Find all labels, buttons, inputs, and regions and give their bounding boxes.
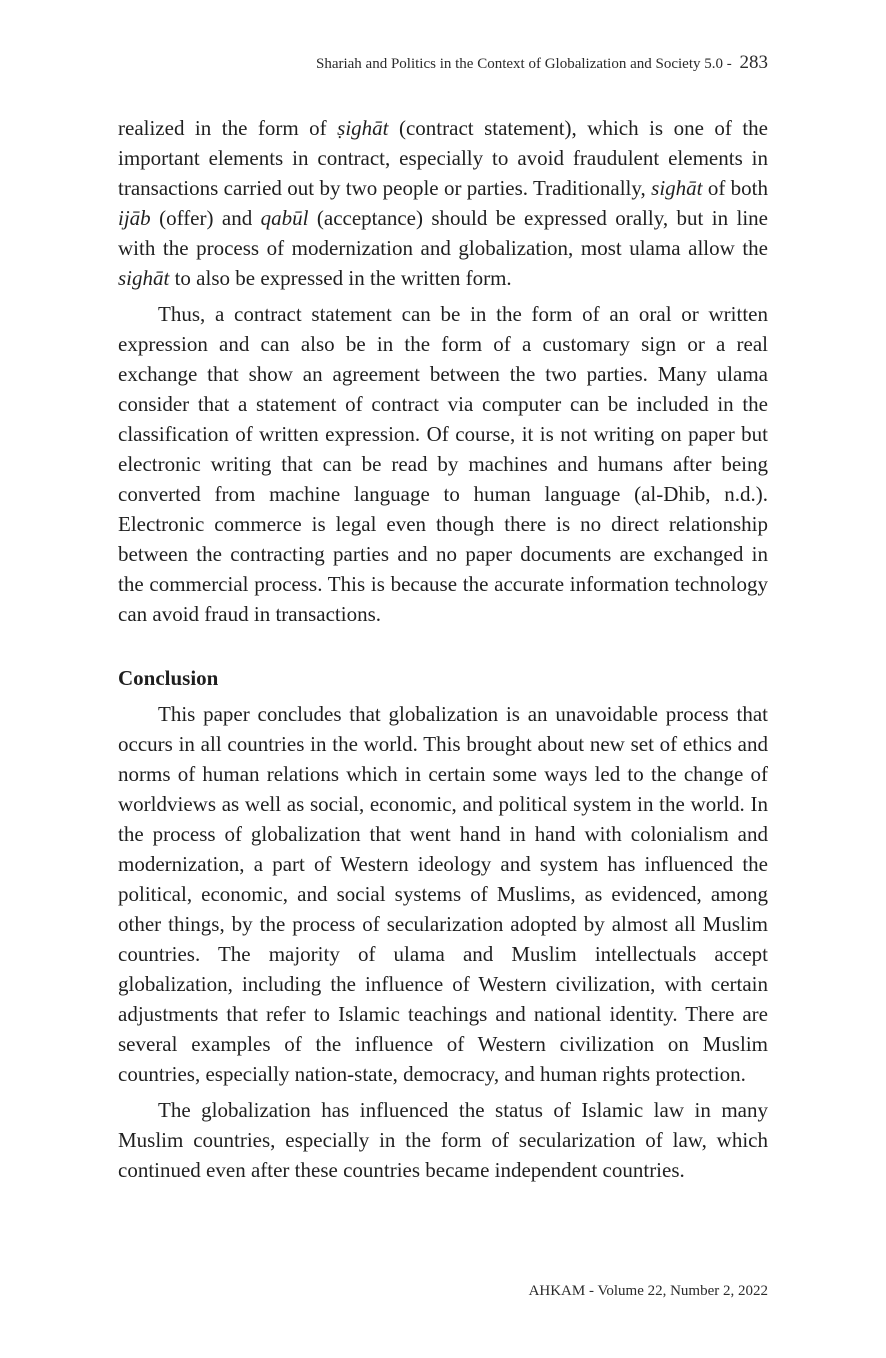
text-run: (offer) and xyxy=(150,206,261,230)
paragraph-islamic-law: The globalization has influenced the status of Islamic law in many Muslim countries, especially in the form of secularization of law, which continued even after these countries became independent countries. xyxy=(118,1098,768,1182)
text-run: of both xyxy=(702,176,769,200)
section-heading-conclusion: Conclusion xyxy=(118,666,219,690)
paragraph-contract-statement: Thus, a contract statement can be in the form of an oral or written expression and can also be in the form of a customary sign or a real exchange that show an agreement between the two parties. Many ulama consider that a statement of contract via computer can be included in the classification of written expression. Of course, it is not writing on paper but electronic writing that can be read by machines and humans after being converted from machine language to human language (al-Dhib, n.d.). Electronic commerce is legal even though there is no direct relationship between the contracting parties and no paper documents are exchanged in the commercial process. This is because the accurate information technology can avoid fraud in transactions. xyxy=(118,302,768,626)
text-run: to also be expressed in the written form. xyxy=(169,266,512,290)
text-run: (contract statement), which is one of the important elements in contract, especially to avoid fraudulent elements in transactions carried out by two people or parties. Traditionally, xyxy=(118,116,768,200)
article-body xyxy=(118,113,768,1191)
paragraph-sighat xyxy=(118,113,768,293)
header-separator: - xyxy=(726,56,732,72)
paragraph-conclusion: This paper concludes that globalization is an unavoidable process that occurs in all countries in the world. This brought about new set of ethics and norms of human relations which in certain some ways led to the change of worldviews as well as social, economic, and political system in the world. In the process of globalization that went hand in hand with colonialism and modernization, a part of Western ideology and system has influenced the political, economic, and social systems of Muslims, as evidenced, among other things, by the process of secularization adopted by almost all Muslim countries. The majority of ulama and Muslim intellectuals accept globalization, including the influence of Western civilization, with certain adjustments that refer to Islamic teachings and national identity. There are several examples of the influence of Western civilization on Muslim countries, especially nation-state, democracy, and human rights protection. xyxy=(118,702,768,1086)
text-run: (acceptance) should be expressed orally, but in line with the process of modernization and globalization, most ulama allow the xyxy=(118,206,768,260)
running-header xyxy=(118,52,768,74)
text-run: realized in the form of xyxy=(118,116,338,140)
running-title: Shariah and Politics in the Context of Globalization and Society 5.0 xyxy=(315,56,723,72)
italic-term: qabūl xyxy=(260,206,309,230)
page-number: 283 xyxy=(739,52,768,73)
italic-term: ijāb xyxy=(118,206,151,230)
italic-term: ṣighāt xyxy=(337,116,389,140)
page-footer: AHKAM - Volume 22, Number 2, 2022 xyxy=(528,1283,768,1299)
italic-term: sighāt xyxy=(651,176,703,200)
italic-term: sighāt xyxy=(118,266,170,290)
